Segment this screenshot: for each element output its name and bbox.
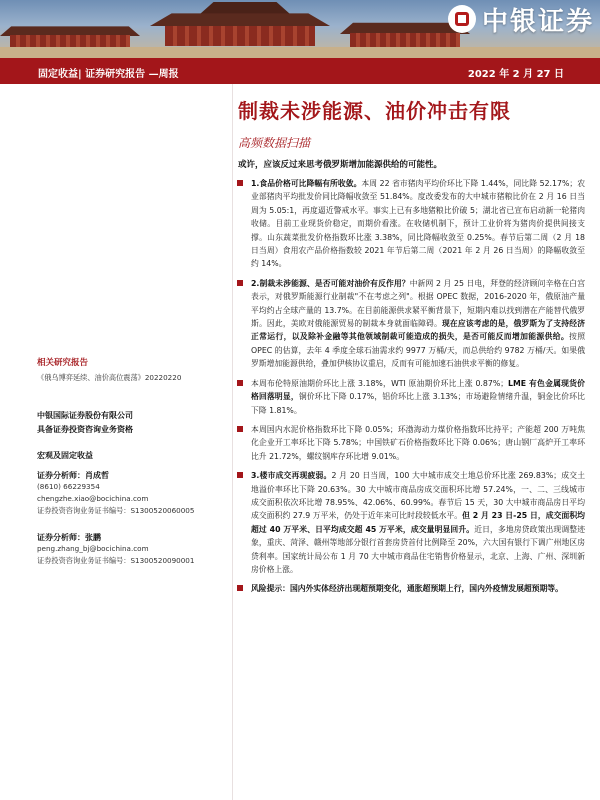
bullet-icon — [237, 426, 243, 432]
analyst2-email[interactable]: peng.zhang_bj@bocichina.com — [37, 544, 149, 553]
paragraph-industry — [237, 423, 585, 463]
paragraph-commodities — [237, 377, 585, 417]
para-text: 中新网 2 月 25 日电，拜登的经济顾问辛格在白宫表示，对俄罗斯能源行业制裁"不在考虑之列"。根据 OPEC 数据，2016-2020 年，俄原油产量平均约占全球产量的 13.7%。在目前能源供求紧平衡背景下，短期内难以找到潜在产能替代俄罗斯。因此，美欧对俄能源贸易的制裁本身就面临障碍。 — [251, 278, 585, 329]
para-lead: 1.食品价格可比降幅有所收敛。 — [251, 179, 362, 188]
para-tail: 铜价环比下降 0.17%，铝价环比上涨 3.13%；市场避险情绪升温，铜金比价环比下降 1.81%。 — [251, 392, 585, 415]
related-research — [37, 356, 227, 384]
bullet-icon — [237, 380, 243, 386]
analyst-2 — [37, 532, 227, 567]
palace-hall-left — [10, 35, 130, 47]
analyst1-phone: (8610) 66229354 — [37, 482, 100, 491]
para-lead: 2.制裁未涉能源、是否可能对油价有反作用？ — [251, 278, 410, 288]
report-date: 2022 年 2 月 27 日 — [467, 69, 564, 80]
analyst2-label: 证券分析师：张鹏 — [37, 533, 101, 542]
para-text: 本周布伦特原油期价环比上涨 3.18%，WTI 原油期价环比上涨 0.87%； — [251, 378, 509, 388]
para-text: 2 月 20 日当周，100 大中城市成交土地总价环比涨 269.83%；成交土地溢价率环比下降 20.63%。30 大中城市商品房成交面积环比增 57.24%，一、二、三线城市成交面积依次环比增 78.95%、42.06%、60.99%。春节后 15 天，30 大中城市商品房日平均成交面积约 27.9 万平米，仍处于近年来可比时段较低水平。 — [251, 471, 586, 521]
para-text: 本周 22 省市猪肉平均价环比下降 1.44%，同比降 52.17%；农业部猪肉平均批发价同比降幅收敛至 51.84%。度改委发布的大中城市猪粮比价在 2 月 16 日当周为 5.05:1，再度逼近警戒水平。事实上已有多地猪粮比价破 5；湖北省已宣布启动新一轮猪肉收储。目前工业现货价稳定，而期价看涨。在收储机制下，预计工业价将为猪肉价提供间接支撑。山东蔬菜批发价格指数环比涨 3.38%，同比降幅收敛至 0.25%。春节后第二周（2 月 18 日当周）食用农产品价格指数较 2021 年节后第二周（2021 年 2 月 26 日当周）的降幅收敛至约 14%。 — [251, 179, 585, 269]
para-bold: 但 2 月 23 日-25 日，成交面积均超过 40 万平米、日平均成交超 45 万平米，成交量明显回升。 — [251, 511, 585, 534]
para-bold: LME 有色金属现货价格回落明显， — [251, 378, 585, 402]
logo-text: 中银证券 — [481, 6, 594, 37]
para-lead: 3.楼市成交再现疲弱。 — [251, 471, 332, 481]
related-item: 《俄乌博弈延续、油价高位震荡》20220220 — [37, 373, 182, 382]
header-banner — [0, 0, 600, 58]
company-logo — [448, 2, 594, 36]
boc-coin-icon — [448, 5, 476, 33]
palace-ground — [0, 47, 600, 58]
analyst-team — [37, 450, 227, 461]
main-content — [237, 177, 585, 602]
company-name: 中银国际证券股份有限公司 — [37, 411, 133, 420]
paragraph-property — [237, 469, 585, 576]
palace-roof-top — [200, 2, 290, 14]
bullet-icon — [237, 280, 243, 286]
bullet-icon — [237, 180, 243, 186]
company-qualification: 具备证券投资咨询业务资格 — [37, 425, 133, 434]
para-text: 本周国内水泥价格指数环比下降 0.05%；环渤海动力煤价格指数环比持平；产能超 200 万吨焦化企业开工率环比下降 5.78%；中国铁矿石价格指数环比下降 0.06%；唐山钢厂高炉开工率环比升 21.72%，螺纹钢库存环比增 9.01%。 — [251, 424, 585, 461]
para-bold: 现在应该考虑的是，俄罗斯为了支持经济正常运行，以及除补金融等其他领域制裁可能造成的损失，是否可能反而增加能源供给。 — [251, 319, 586, 342]
team-name: 宏观及固定收益 — [37, 451, 93, 460]
para-text: 国内外实体经济出现超预期变化，通胀超预期上行，国内外疫情发展超预期等。 — [289, 584, 563, 594]
para-tail: 近日，多地房贷政策出现调整迹象，重庆、菏泽、赣州等地部分银行首套房贷首付比例降至 20%，六大国有银行下调广州地区房贷利率。国家统计局公布 1 月 70 大中城市商品住宅销售价格显示，北京、上海、广州、深圳新房价格上涨。 — [251, 524, 585, 574]
related-heading: 相关研究报告 — [37, 358, 89, 368]
analyst-1 — [37, 470, 227, 517]
paragraph-risk — [237, 582, 585, 595]
bullet-icon — [237, 585, 243, 591]
report-subtitle: 高频数据扫描 — [238, 136, 311, 150]
analyst2-cert: 证券投资咨询业务证书编号：S1300520090001 — [37, 556, 195, 565]
column-divider — [232, 84, 233, 800]
report-category: 固定收益| 证券研究报告 —周报 — [38, 69, 179, 80]
category-bar — [0, 58, 600, 84]
report-lead: 或许，应该反过来思考俄罗斯增加能源供给的可能性。 — [238, 160, 443, 170]
report-title: 制裁未涉能源、油价冲击有限 — [238, 99, 511, 123]
company-info — [37, 410, 227, 435]
para-tail: 按照 OPEC 的估算，去年 4 季度全球石油需求约 9977 万桶/天，而总供给约 9782 万桶/天。如果俄罗斯增加能源供给，叠加伊核协议重启，反而有可能加速石油供求平衡的修复。 — [251, 332, 585, 369]
paragraph-energy — [237, 277, 585, 371]
bullet-icon — [237, 472, 243, 478]
analyst1-cert: 证券投资咨询业务证书编号：S1300520060005 — [37, 506, 195, 515]
para-lead: 风险提示： — [251, 584, 290, 594]
paragraph-food — [237, 177, 585, 271]
palace-hall-right — [350, 33, 460, 47]
analyst1-label: 证券分析师：肖成哲 — [37, 471, 109, 480]
palace-hall-main — [165, 26, 315, 46]
analyst1-email[interactable]: chengzhe.xiao@bocichina.com — [37, 494, 149, 503]
